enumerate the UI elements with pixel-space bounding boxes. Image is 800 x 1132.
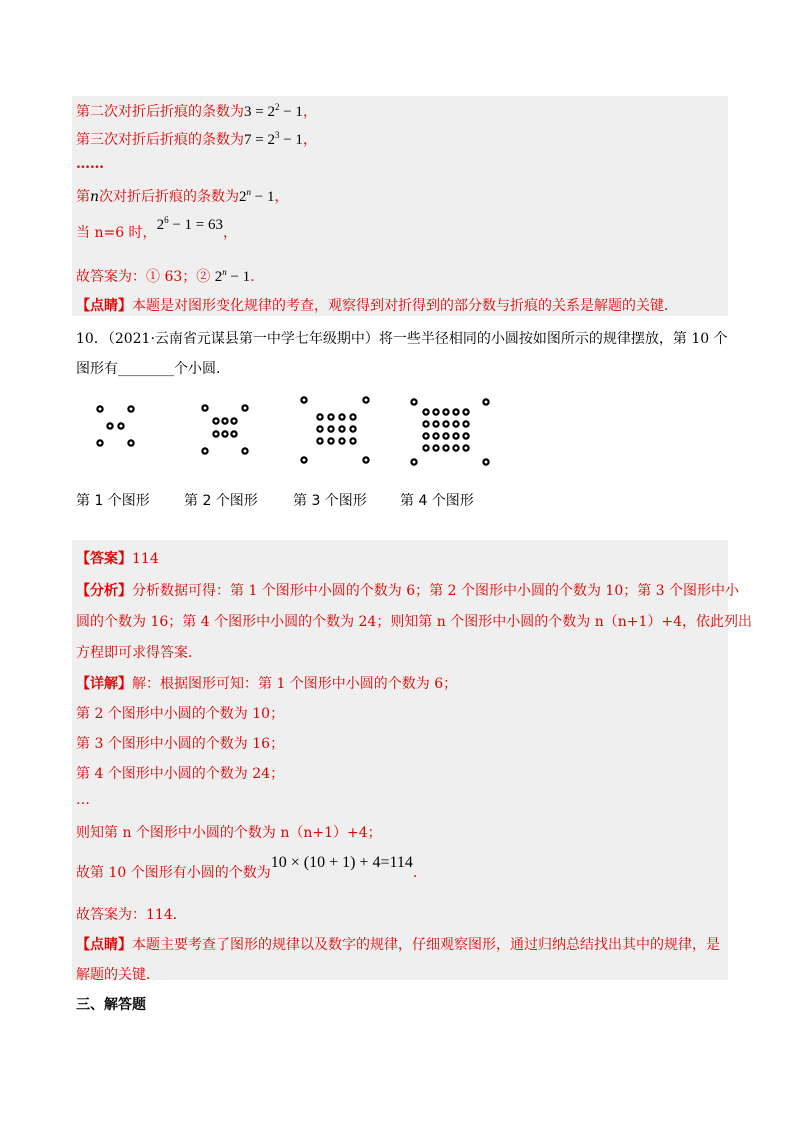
- analysis-line-3: 方程即可求得答案．: [76, 645, 202, 661]
- detail-line-5: …: [76, 792, 90, 808]
- detail-line-2: 第 2 个图形中小圆的个数为 10；: [76, 706, 285, 722]
- answer-line-top: 故答案为：① 63；② $2^n - 1$．: [76, 267, 265, 285]
- fold-line-2: 第二次对折后折痕的条数为$3 = 2^2 - 1$，: [76, 102, 317, 120]
- detail-line-1: 【详解】解：根据图形可知：第 1 个图形中小圆的个数为 6；: [76, 676, 458, 692]
- answer-line: 【答案】114: [76, 551, 159, 567]
- point-line-1: 【点睛】本题主要考查了图形的规律以及数字的规律，仔细观察图形，通过归纳总结找出其中的规律，是: [76, 937, 720, 953]
- analysis-line-2: 圆的个数为 16；第 4 个图形中小圆的个数为 24；则知第 n 个图形中小圆的个数为 n（n+1）+4，依此列出: [76, 614, 753, 630]
- pattern-figure-1: [97, 406, 133, 445]
- detail-line-4: 第 4 个图形中小圆的个数为 24；: [76, 766, 285, 782]
- point-note-top: 【点睛】本题是对图形变化规律的考查，观察得到对折得到的部分数与折痕的关系是解题的关键．: [76, 298, 678, 314]
- ellipsis: ……: [76, 156, 104, 172]
- detail-line-3: 第 3 个图形中小圆的个数为 16；: [76, 736, 285, 752]
- pattern-figure-2: [202, 405, 247, 453]
- pattern-figure-3: [301, 397, 368, 462]
- point-line-2: 解题的关键．: [76, 967, 160, 983]
- figure-label-2: 第 2 个图形: [184, 493, 258, 509]
- final-answer-line: 故答案为：114．: [76, 907, 187, 923]
- detail-line-7: 故第 10 个图形有小圆的个数为10 × (10 + 1) + 4=114．: [76, 854, 427, 881]
- figure-label-1: 第 1 个图形: [76, 493, 150, 509]
- question-10-line2: 图形有________个小圆．: [76, 361, 230, 377]
- analysis-line-1: 【分析】分析数据可得：第 1 个图形中小圆的个数为 6；第 2 个图形中小圆的个数为 10；第 3 个图形中小: [76, 583, 740, 599]
- question-10-line1: 10．（2021·云南省元谋县第一中学七年级期中）将一些半径相同的小圆按如图所示的规律摆放，第 10 个: [76, 331, 728, 347]
- section-title: 三、解答题: [76, 997, 146, 1013]
- fold-line-3: 第三次对折后折痕的条数为$7 = 2^3 - 1$，: [76, 130, 317, 148]
- figure-label-3: 第 3 个图形: [293, 493, 367, 509]
- pattern-figure-4: [411, 399, 488, 464]
- fold-line-n: 第n次对折后折痕的条数为$2^n - 1$，: [76, 187, 289, 205]
- n-equals-6-line: 当 n=6 时，$2^6 - 1 = 63$，: [76, 215, 237, 241]
- detail-line-6: 则知第 n 个图形中小圆的个数为 n（n+1）+4；: [76, 825, 382, 841]
- figure-label-4: 第 4 个图形: [400, 493, 474, 509]
